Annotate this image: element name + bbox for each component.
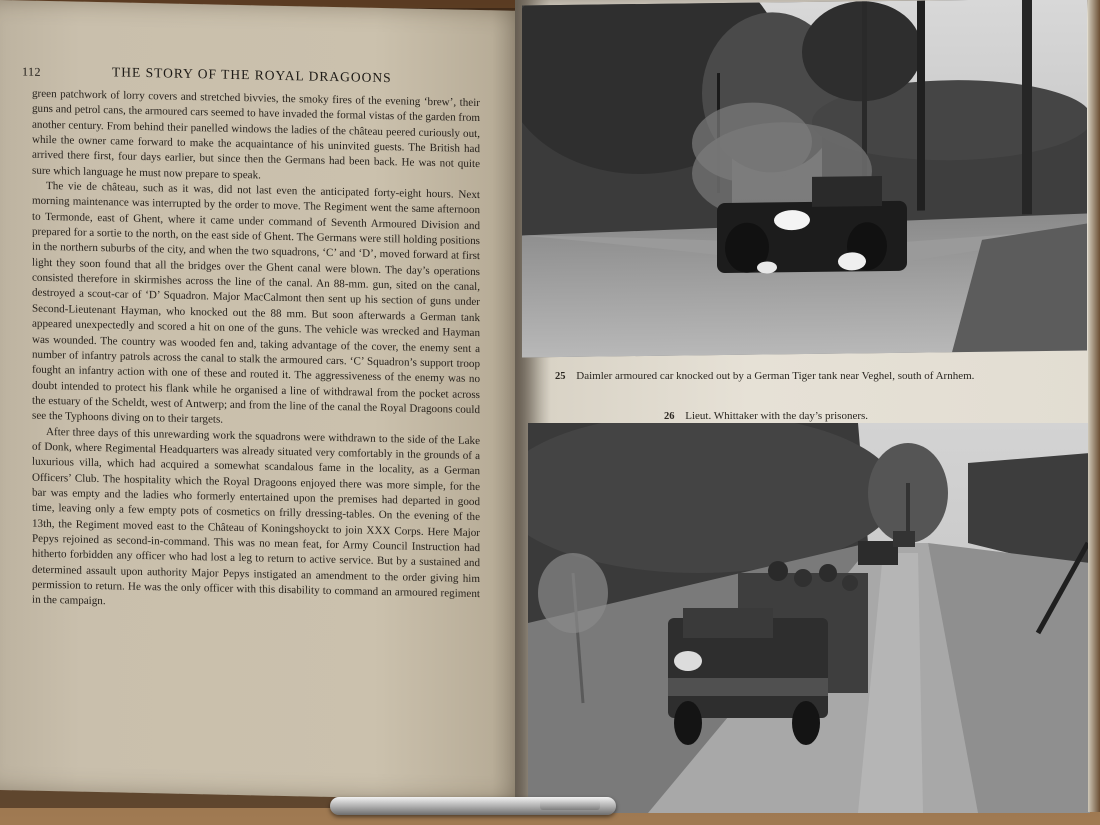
caption-plate-26 <box>664 410 868 422</box>
paragraph-2: The vie de château, such as it was, did not last even the anticipated forty-eight hours. Next morning maintenance was interrupted by the order to move. The Regiment went the same afternoon to Termonde, east of Ghent, where it came under command of Seventh Armoured Division and prepared for a sortie to the north, on the east side of Ghent. The Germans were still holding positions in the northern suburbs of the city, and when the two squadrons, ‘C’ and ‘D’, moved forward at first light they soon found that all the bridges over the Ghent canal were blown. The day’s operations consisted therefore in skirmishes across the line of the canal. An 88-mm. gun, sited on the canal, destroyed a scout-car of ‘D’ Squadron. Major MacCalmont then sent up his section of guns under Second-Lieutenant Hayman, who knocked out the 88 mm. But soon afterwards a German tank appeared unexpectedly and scored a hit on one of the guns. The vehicle was wrecked and Hayman was wounded. The country was wooded fen and, taking advantage of the cover, the enemy sent a number of infantry patrols across the canal to stalk the armoured cars. ‘C’ Squadron’s support troop fought an infantry action with one of these and routed it. The aggressiveness of the enemy was no doubt intended to protect his flank while he organised a line of withdrawal from the pocket across the estuary of the Scheldt, west of Antwerp; and from the line of the canal the Royal Dragoons could see the Typhoons diving on to their targets. <box>32 180 480 426</box>
paragraph-3: After three days of this unrewarding work the squadrons were withdrawn to the side of the Lake of Donk, where Regimental Headquarters was already situated very comfortably in the grounds of a luxurious villa, which had acquired a somewhat scandalous fame in the locality, as a German Officers’ Club. The hospitality which the Royal Dragoons enjoyed there was more simple, for the bar was empty and the ladies who formerly entertained upon the premises had departed in good time, leaving only a few empty pots of cosmetics on frilly dressing-tables. On the evening of the 13th, the Regiment moved east to the Château of Koningshoyckt to join XXX Corps. Here Major Pepys rejoined as second-in-command. This was no mean feat, for Army Council Instruction had hitherto forbidden any officer who had lost a leg to return to active service. But by a sustained and determined assault upon authority Major Pepys instigated an amendment to the order giving him permission to return. He was the only officer with this disability to command an armoured regiment in the campaign. <box>32 425 480 608</box>
plate-caption-25: Daimler armoured car knocked out by a German Tiger tank near Veghel, south of Arnhem. <box>576 370 975 382</box>
plate-caption-26: Lieut. Whittaker with the day’s prisoners. <box>685 410 869 422</box>
photo-plate-25 <box>522 0 1087 357</box>
pen-clip <box>540 800 600 810</box>
book-edge <box>1088 0 1100 812</box>
body-text <box>32 87 480 618</box>
photo-plate-26 <box>528 423 1090 813</box>
running-head: THE STORY OF THE ROYAL DRAGOONS <box>112 64 392 86</box>
page-number: 112 <box>22 64 42 79</box>
paragraph-1: green patchwork of lorry covers and stretched bivvies, the smoky fires of the evening ‘brew’, their guns and petrol cans, the armoured cars seemed to have invaded the formal vistas of the garden from another century. From behind their panelled windows the ladies of the château peered curiously out, while the owner came forward to make the acquaintance of his uninvited guests. The British had arrived there first, four days earlier, but since then the Germans had been back. He was not quite sure which language he must now prepare to speak. <box>32 87 480 182</box>
plate-number-26: 26 <box>664 411 675 422</box>
caption-plate-25 <box>555 370 974 382</box>
left-page <box>0 0 535 801</box>
plate-number-25: 25 <box>555 371 566 382</box>
